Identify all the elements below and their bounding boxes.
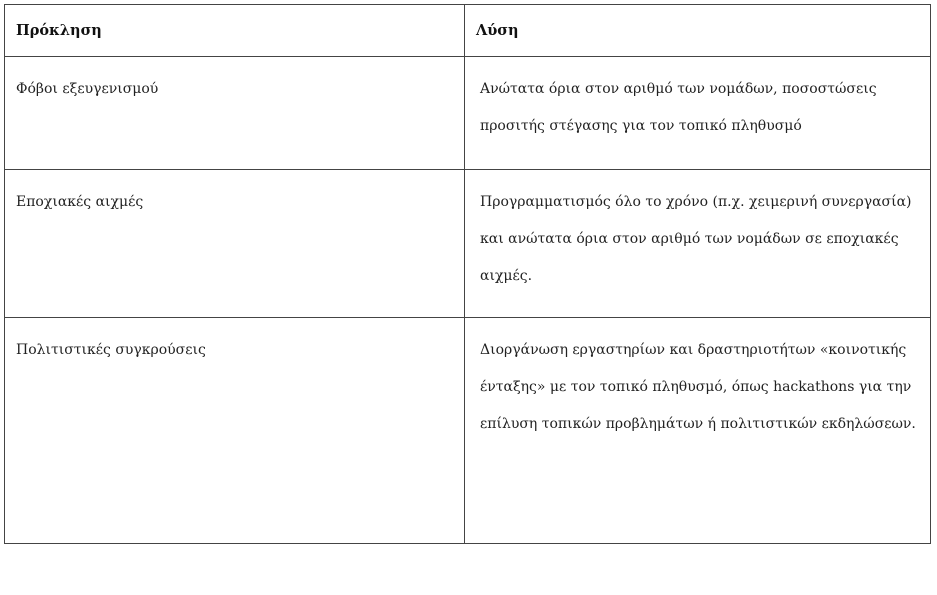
challenge-text: Εποχιακές αιχμές	[16, 194, 144, 210]
table-row	[5, 318, 931, 544]
challenge-cell	[5, 170, 465, 318]
solution-text: Διοργάνωση εργαστηρίων και δραστηριοτήτων «κοινοτικής ένταξης» με τον τοπικό πληθυσμό, όπως hackathons για την επίλυση τοπικών προβλημάτων ή πολιτιστικών εκδηλώσεων.	[480, 342, 916, 432]
header-solution: Λύση	[465, 5, 931, 57]
table-row	[5, 170, 931, 318]
solution-cell	[465, 57, 931, 170]
solution-cell	[465, 170, 931, 318]
table-row	[5, 57, 931, 170]
solution-text: Προγραμματισμός όλο το χρόνο (π.χ. χειμερινή συνεργασία) και ανώτατα όρια στον αριθμό των νομάδων σε εποχιακές αιχμές.	[480, 194, 912, 284]
challenge-text: Πολιτιστικές συγκρούσεις	[16, 342, 206, 358]
challenge-text: Φόβοι εξευγενισμού	[16, 81, 159, 97]
challenge-cell	[5, 57, 465, 170]
table-header-row	[5, 5, 931, 57]
challenges-solutions-table	[4, 4, 931, 544]
solution-text: Ανώτατα όρια στον αριθμό των νομάδων, ποσοστώσεις προσιτής στέγασης για τον τοπικό πληθυσμό	[480, 81, 877, 134]
solution-cell	[465, 318, 931, 544]
challenge-cell	[5, 318, 465, 544]
header-challenge: Πρόκληση	[5, 5, 465, 57]
